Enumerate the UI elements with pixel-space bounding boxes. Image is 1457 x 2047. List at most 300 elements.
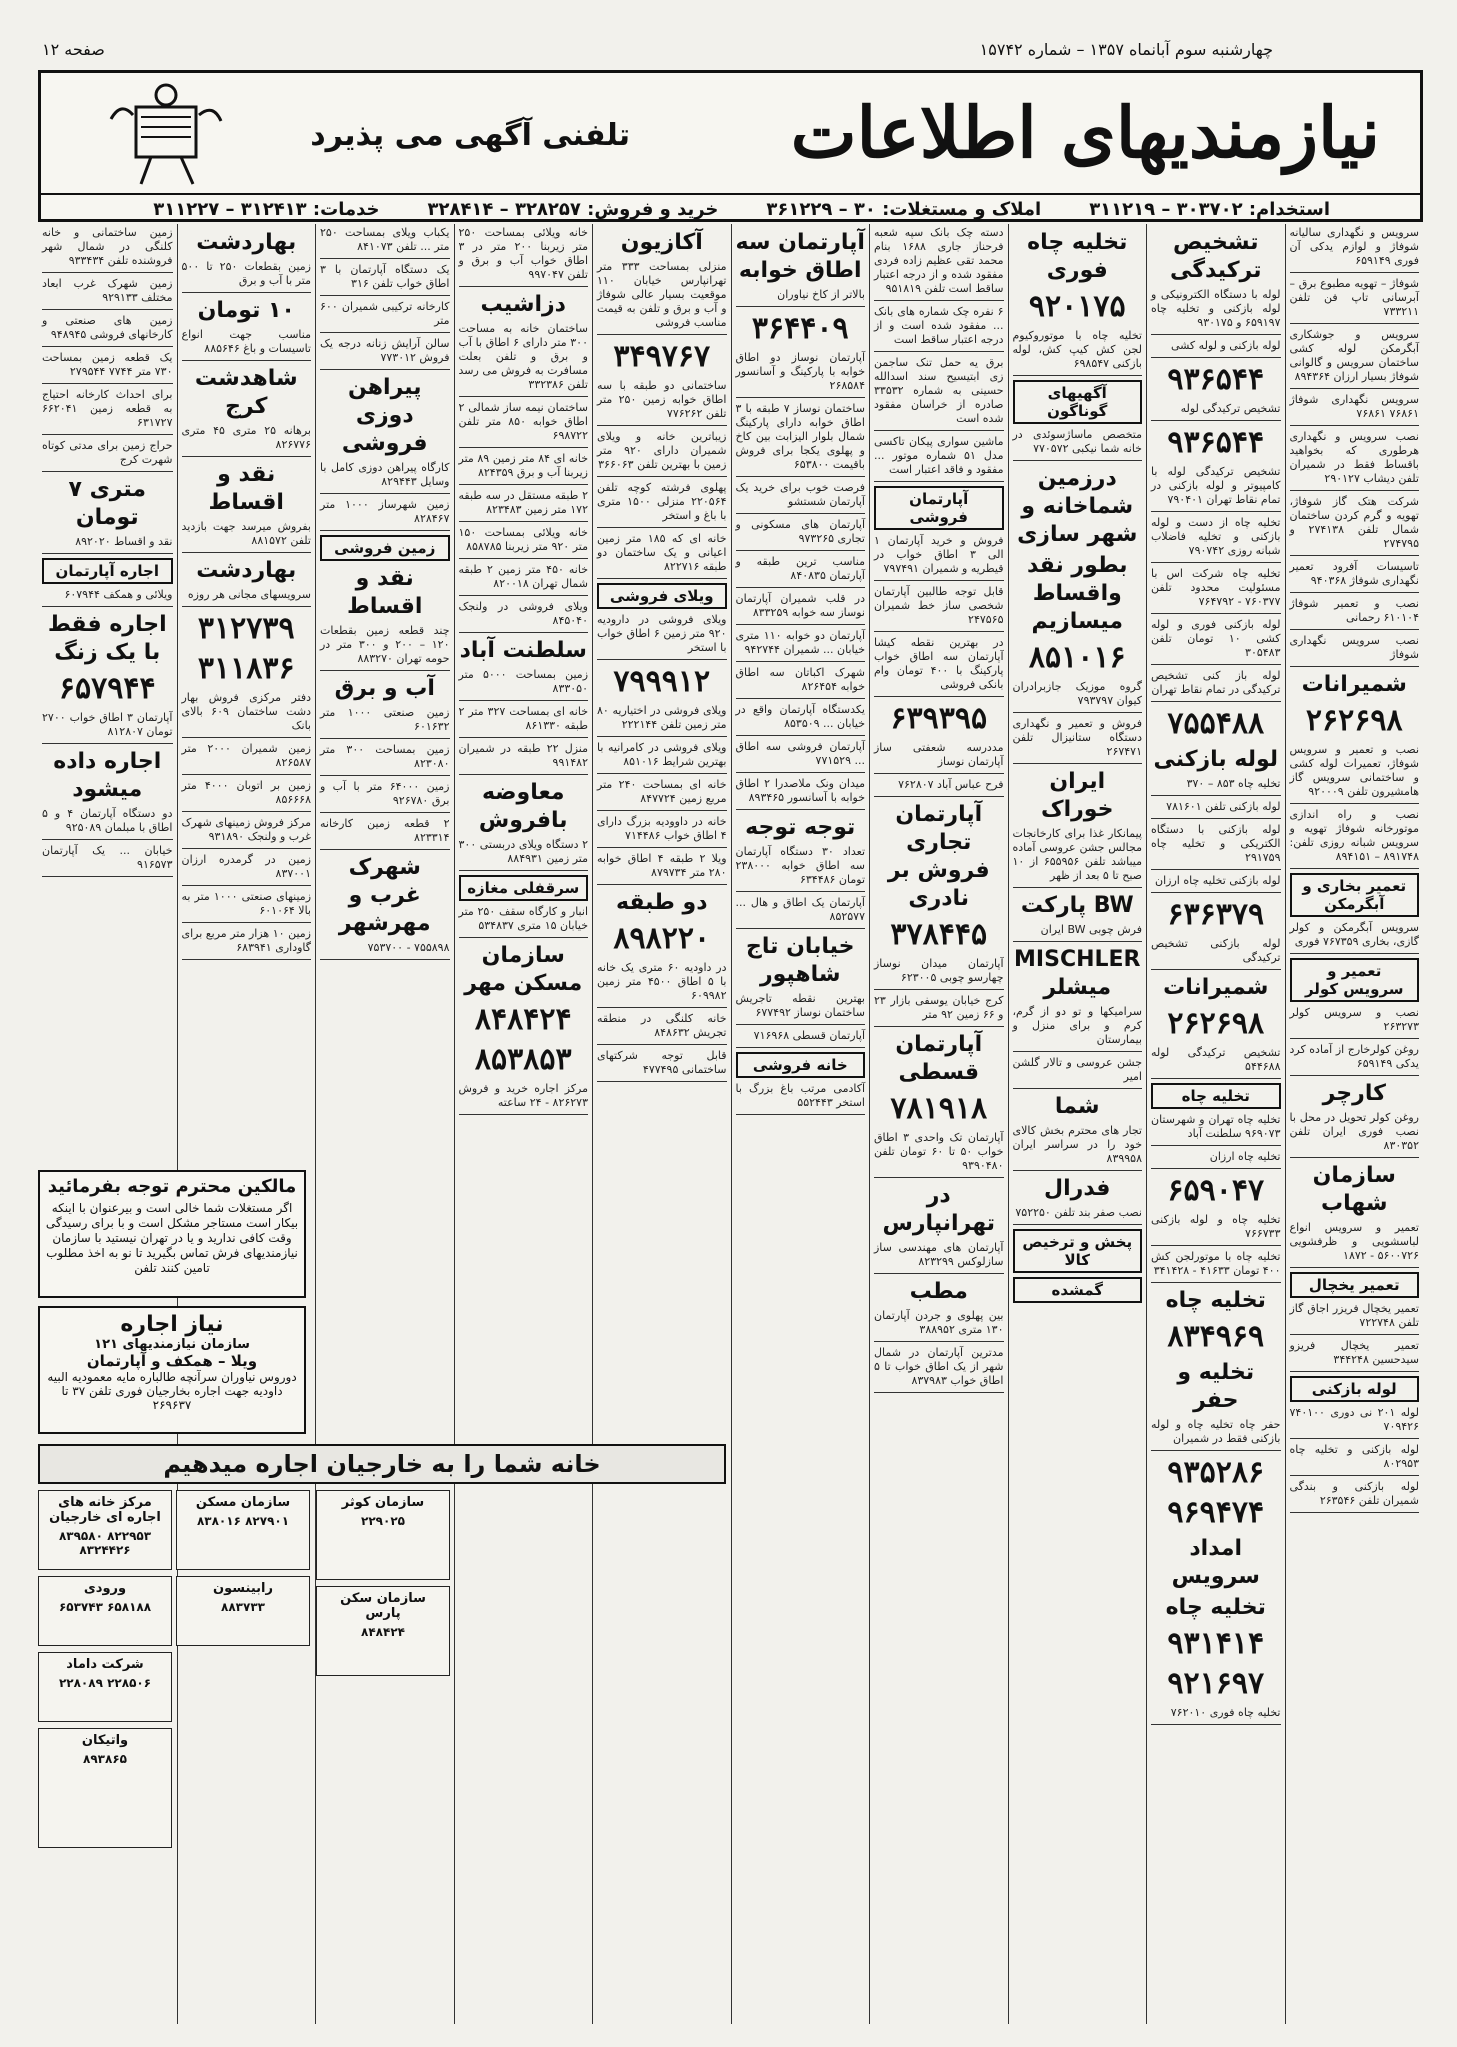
column-3 [1008, 224, 1147, 2024]
ad-big: ۲۶۲۶۹۸ [1167, 1006, 1265, 1041]
divider [1151, 664, 1281, 665]
ad-ad: تاسیسات آفرود تعمیر نگهداری شوفاژ ۹۴۰۳۶۸ [1289, 560, 1419, 587]
divider [1290, 803, 1420, 804]
ad-ad: ساختمانی دو طبقه با سه اطاق خوابه زمین ۲۵۰ متر تلفن ۷۷۶۲۶۲ [597, 379, 727, 420]
ad-head: بهاردشت [196, 558, 297, 583]
masthead-subtitle: تلفنی آگهی می پذیرد [310, 118, 630, 153]
telephone-reader-illustration-icon [101, 79, 231, 189]
ad-ad: خانه ای که ۱۸۵ متر زمین اعیانی و یک ساختمان دو طبقه ۸۲۲۷۱۶ [597, 532, 727, 573]
divider [1151, 701, 1281, 702]
divider [182, 292, 312, 293]
divider [1290, 555, 1420, 556]
ad-head: شمیرانات [1163, 975, 1269, 1000]
logo-ad [38, 1490, 172, 1570]
ad-ad: لوله بازکنی تخلیه چاه ارزان [1155, 874, 1281, 887]
ad-ad: یکدستگاه آپارتمان واقع در خیابان ... ۸۵۳۵۰۹ [735, 703, 865, 730]
ad-head: خیابان تاج شاهپور [746, 934, 855, 987]
ad-boxed: تعمیر یخچال [1290, 1272, 1420, 1298]
ad-ad: آپارتمان فروشی سه اطاق ... ۷۷۱۵۲۹ [735, 740, 865, 767]
divider [42, 272, 173, 273]
divider [1151, 1282, 1281, 1283]
ad-ad: تشخیص ترکیدگی لوله ۵۴۴۶۸۸ [1151, 1046, 1281, 1073]
divider [736, 587, 866, 588]
divider [736, 698, 866, 699]
divider [597, 1044, 727, 1045]
divider [182, 456, 312, 457]
ad-ad: دسته چک بانک سپه شعبه فرحناز جاری ۱۶۸۸ بنام محمد تقی عظیم زاده فردی مفقود شده و از درجه اعتبار ساقط است تلفن ۹۵۱۸۱۹ [874, 226, 1004, 295]
ad-head: تشخیص ترکیدگی [1170, 230, 1262, 283]
ad-ad: ویلا ۲ طبقه ۴ اطاق خوابه ۲۸۰ متر ۸۷۹۷۳۴ [597, 852, 727, 879]
ad-ad: زمین شهرساز ۱۰۰۰ متر ۸۲۸۴۶۷ [320, 498, 450, 525]
divider [597, 659, 727, 660]
column-2 [1146, 224, 1285, 2024]
classified-columns [38, 224, 1423, 2024]
divider [42, 309, 173, 310]
logo-ad [316, 1586, 450, 1676]
ad-head: درزمین شماخانه و شهر سازی [1017, 466, 1138, 547]
divider [459, 558, 589, 559]
divider [874, 1177, 1004, 1178]
ad-ad: ویلای فروشی در اختیاریه ۸۰ متر زمین تلفن ۲۲۲۱۴۴ [597, 704, 727, 731]
divider [459, 595, 589, 596]
divider [597, 425, 727, 426]
ad-ad: تعمیر یخچال فریزو سیدحسین ۳۴۴۲۴۸ [1289, 1339, 1419, 1366]
ad-ad: سرامیکها و تو دو از گرم، کرم و برای منزل و بیمارستان [1012, 1005, 1142, 1046]
ad-head: سازمان شهاب [1312, 1163, 1396, 1216]
divider [1013, 1051, 1143, 1052]
divider [1151, 562, 1281, 563]
ad-ad: ۲ طبقه مستقل در سه طبقه ۱۷۲ متر زمین ۸۲۳۴۸۳ [458, 489, 588, 516]
ad-ad: زیباترین خانه و ویلای شمیران دارای ۹۲۰ متر زمین با بهترین تلفن ۳۶۶۰۶۳ [597, 430, 727, 471]
ad-ad: تخلیه چاه و لوله بازکنی ۷۶۶۷۳۳ [1151, 1213, 1281, 1240]
ad-ad: شوفاژ – تهویه مطبوع برق – آبرسانی تاپ فن تلفن ۷۳۳۲۱۱ [1289, 277, 1419, 318]
divider [597, 1081, 727, 1082]
ad-ad: نصب سرویس نگهداری شوفاژ [1289, 634, 1419, 661]
rent-notice-line1: سازمان نیازمندیهای ۱۲۱ [94, 1337, 250, 1352]
divider [320, 849, 450, 850]
divider [1151, 1145, 1281, 1146]
ad-ad: لوله بازکنی و لوله کشی [1170, 339, 1281, 352]
ad-ad: خانه ای بمساحت ۲۴۰ متر مربع زمین ۸۴۷۷۲۴ [597, 778, 727, 805]
ad-head: نقد و اقساط [208, 462, 284, 515]
ad-big: ۶۵۹۰۴۷ [1167, 1173, 1265, 1208]
divider [597, 810, 727, 811]
ad-head: BW پارکت [1020, 893, 1134, 918]
ad-ad: آپارتمان های مهندسی ساز سازلوکس ۸۲۳۲۹۹ [874, 1241, 1004, 1268]
divider [736, 1114, 866, 1115]
divider [1290, 1334, 1420, 1335]
ad-ad: لوله ۲۰۱ نی دوری ۷۴۰۱۰۰ ۷۰۹۴۲۶ [1289, 1406, 1419, 1433]
date-line: چهارشنبه سوم آبانماه ۱۳۵۷ – شماره ۱۵۷۴۲ [979, 40, 1273, 59]
ad-ad: زمین ۶۴۰۰۰ متر با آب و برق ۹۲۶۷۸۰ [320, 780, 450, 807]
logo-ad-title: مرکز خانه های اجاره ای خارجیان [49, 1495, 161, 1525]
logo-ad [316, 1490, 450, 1580]
divider [1290, 1371, 1420, 1372]
ad-ad: زمین بر اتوبان ۴۰۰۰ متر ۸۵۶۶۶۸ [181, 779, 311, 806]
logo-ad [38, 1576, 172, 1646]
ad-ad: لوله با دستگاه الکترونیکی و لوله بازکنی و تخلیه چاه ۶۵۹۱۹۷ و ۹۳۰۱۷۵ [1151, 288, 1281, 329]
divider [182, 848, 312, 849]
ad-boxed: تعمیر و سرویس کولر [1290, 958, 1420, 1002]
ad-ad: برهانه ۲۵ متری ۴۵ متری ۸۲۶۷۷۶ [181, 424, 311, 451]
ad-ad: روغن کولرخارج از آماده کرد یدکی ۶۵۹۱۴۹ [1289, 1043, 1419, 1070]
ad-ad: میدان ونک ملاصدرا ۲ اطاق خوابه با آسانسور ۸۹۳۴۶۵ [735, 777, 865, 804]
ad-head: آپارتمان سه اطاق خوابه [735, 230, 865, 283]
divider [736, 1024, 866, 1025]
divider [874, 1273, 1004, 1274]
ad-ad: یک قطعه زمین بمساحت ۷۳۰ متر ۷۷۴۴ ۲۷۹۵۴۴ [42, 351, 173, 378]
ad-ad: زمین بمساحت ۵۰۰۰ متر ۸۳۳۰۵۰ [458, 668, 589, 695]
divider [1290, 490, 1420, 491]
divider [1290, 425, 1420, 426]
ad-ad: فرح عباس آباد ۷۶۲۸۰۷ [898, 778, 1004, 791]
ad-ad: لوله بازکنی و بندگی شمیران تلفن ۲۶۳۵۴۶ [1289, 1480, 1419, 1507]
ad-ad: خانه ای ۸۴ متر زمین ۸۹ متر زیربنا آب و برق ۸۲۴۳۵۹ [458, 452, 589, 479]
ad-ad: بالاتر از کاخ نیاوران [777, 288, 865, 301]
ad-ad: در داودیه ۶۰ متری یک خانه با ۵ اطاق ۴۵۰۰ متر زمین ۶۰۹۹۸۲ [597, 961, 727, 1002]
ad-ad: فروش و خرید آپارتمان ۱ الی ۳ اطاق خواب در قیطریه و شمیران ۷۹۷۴۹۱ [874, 534, 1004, 575]
ad-head: امداد سرویس [1171, 1536, 1260, 1589]
column-7 [454, 224, 593, 2024]
divider [320, 530, 450, 531]
divider [1013, 887, 1143, 888]
ad-boxed: تخلیه چاه [1151, 1083, 1281, 1109]
ad-ad: لوله بازکنی فوری و لوله کشی ۱۰ تومان تلفن ۳۰۵۴۸۳ [1151, 618, 1281, 659]
divider [320, 332, 450, 333]
divider [736, 1047, 866, 1048]
ad-ad: ویلائی و همکف ۶۰۷۹۴۴ [64, 588, 173, 601]
ad-head: بهاردشت [196, 230, 297, 255]
ad-head: آپارتمان قسطی [895, 1032, 983, 1085]
divider [1013, 941, 1143, 942]
divider [874, 481, 1004, 482]
ad-ad: دو دستگاه آپارتمان ۴ و ۵ اطاق با مبلمان ۹۲۵۰۸۹ [42, 807, 173, 834]
logo-ad-title: واتیکان [81, 1733, 129, 1748]
divider [1013, 375, 1143, 376]
ad-big: ۹۲۱۶۹۷ [1167, 1666, 1265, 1701]
logo-ad-phone: ۲۲۸۵۰۶ ۲۲۸۰۸۹ [58, 1676, 152, 1690]
logo-ad-phone: ۶۵۸۱۸۸ ۶۵۳۷۴۳ [58, 1600, 152, 1614]
divider [736, 306, 866, 307]
ad-ad: زمین بقطعات ۲۵۰ تا ۵۰۰ متر با آب و برق [181, 260, 311, 287]
divider [736, 809, 866, 810]
ad-big: ۳۱۱۸۳۶ [197, 651, 295, 686]
ad-ad: لوله بازکنی تشخیص ترکیدگی [1151, 937, 1281, 964]
ad-ad: تخلیه چاه از دست و لوله بازکنی و تخلیه فاضلاب شبانه روزی ۷۹۰۷۴۲ [1151, 516, 1281, 557]
ad-big: ۹۳۵۲۸۶ [1167, 1455, 1265, 1490]
ad-head: سلطنت آباد [459, 638, 587, 663]
divider [597, 884, 727, 885]
ad-head: لوله بازکنی [1153, 747, 1279, 772]
ad-head: آب و برق [334, 676, 435, 701]
ad-ad: ویلای فروشی در کامرانیه با بهترین شرایط ۸۵۱۰۱۶ [597, 741, 727, 768]
ad-boxed: زمین فروشی [320, 535, 450, 561]
ad-big: ۸۵۳۸۵۳ [474, 1042, 572, 1077]
divider [597, 847, 727, 848]
divider [459, 870, 589, 871]
divider [42, 743, 173, 744]
logo-ad-title: ورودی [83, 1581, 127, 1596]
ad-ad: آپارتمان نوساز دو اطاق خوابه با پارکینگ و آسانسور ۲۶۸۵۸۴ [735, 351, 865, 392]
ad-head: ۱۰ تومان [197, 298, 295, 323]
ad-ad: نصب و تعمیر شوفاژ ۶۱۰۱۰۴ رحمانی [1289, 597, 1419, 624]
column-4 [869, 224, 1008, 2024]
logo-ad-phone: ۸۲۷۹۰۱ ۸۳۸۰۱۶ [196, 1514, 290, 1528]
divider [1290, 323, 1420, 324]
divider [1013, 1088, 1143, 1089]
ad-ad: انبار و کارگاه سقف ۲۵۰ متر خیابان ۱۵ متری ۵۳۴۸۳۷ [458, 905, 588, 932]
ad-ad: زمین ۱۰ هزار متر مربع برای گاوداری ۶۸۳۹۴۱ [181, 927, 311, 954]
ad-ad: آپارتمان ۳ اطاق خواب ۲۷۰۰ تومان ۸۱۲۸۰۷ [42, 711, 173, 738]
ad-ad: برای احداث کارخانه احتیاج به قطعه زمین ۶۶۲۰۴۱ ۶۳۱۷۲۷ [42, 388, 173, 429]
divider [320, 258, 450, 259]
ad-ad: تخلیه چاه شرکت اس با مسئولیت محدود تلفن ۷۶۰۳۷۷ - ۷۶۴۷۹۲ [1151, 567, 1281, 608]
divider [874, 351, 1004, 352]
ad-head: فدرال [1044, 1176, 1111, 1201]
ad-head: آپارتمان تجاری فروش بر نادری [887, 802, 990, 911]
divider [1290, 629, 1420, 630]
ad-head: کارچر [1322, 1081, 1386, 1106]
divider [459, 484, 589, 485]
divider [459, 447, 589, 448]
ad-head: دزاشیب [480, 292, 566, 317]
divider [874, 631, 1004, 632]
top-line [38, 40, 1423, 64]
ad-ad: تخلیه چاه ارزان [1209, 1150, 1281, 1163]
ad-head: توجه توجه [745, 815, 856, 840]
ad-ad: آپارتمان یک اطاق و هال ... ۸۵۲۵۷۷ [735, 896, 865, 923]
ad-big: ۳۴۹۷۶۷ [613, 339, 711, 374]
divider [320, 775, 450, 776]
ad-ad: کارخانه ترکیبی شمیران ۶۰۰ متر [320, 300, 450, 327]
ad-ad: خانه در داوودیه بزرگ دارای ۴ اطاق خواب ۷۱۴۴۸۶ [597, 815, 727, 842]
divider [1290, 1512, 1420, 1513]
divider [1290, 388, 1420, 389]
divider [42, 876, 173, 877]
landlords-notice-body: اگر مستغلات شما خالی است و بیرعنوان با اینکه بیکار است مستاجر مشکل است و با برای رسیدگی وقت کافی ندارید و یا در تهران نیستید با سازمان نیازمندیهای فرش تماس بگیرید تا نو به اخذ مطلوب تامین کنند تلفن [45, 1201, 299, 1275]
divider [42, 434, 173, 435]
logo-ad [38, 1728, 172, 1848]
divider [182, 885, 312, 886]
ad-ad: ساختمان خانه به مساحت ۳۰۰ متر دارای ۶ اطاق با آب و برق و تلفن بعلت مسافرت به فروش می رسد تلفن ۳۳۲۳۸۶ [458, 322, 588, 391]
ad-head: تخلیه چاه [1165, 1595, 1266, 1620]
ad-ad: کارگاه پیراهن دوزی کامل با وسایل ۸۲۹۴۴۳ [320, 461, 450, 488]
divider [1290, 1075, 1420, 1076]
divider [459, 1114, 589, 1115]
ad-ad: مدترین آپارتمان در شمال شهر از یک اطاق خواب تا ۵ اطاق خواب ۸۳۷۹۸۳ [874, 1346, 1004, 1387]
divider [1290, 953, 1420, 954]
ad-boxed: آگهیهای گوناگون [1013, 380, 1143, 424]
ad-big: ۹۳۱۴۱۴ [1167, 1626, 1265, 1661]
divider [459, 396, 589, 397]
ad-ad: نصب و تعمیر و سرویس شوفاژ، تعمیرات لوله کشی و ساختمانی سرویس گاز هامشیرون تلفن ۹۲۰۰۰۹ [1289, 743, 1419, 798]
ad-head: سازمان مسکن مهر [464, 943, 583, 996]
divider [1290, 666, 1420, 667]
ad-ad: آپارتمان تک واحدی ۳ اطاق خواب ۵۰ تا ۶۰ تومان تلفن ۹۳۹۰۴۸۰ [874, 1131, 1004, 1172]
ad-big: ۸۴۸۴۲۴ [474, 1002, 572, 1037]
ad-ad: ۲ قطعه زمین کارخانه ۸۲۳۳۱۴ [320, 817, 450, 844]
ad-ad: ۲ دستگاه ویلای دربستی ۳۰۰ متر زمین ۸۸۴۹۳۱ [458, 838, 588, 865]
divider [874, 580, 1004, 581]
ad-ad: سرویس آبگرمکن و کولر گازی، بخاری ۷۶۷۳۵۹ فوری [1289, 921, 1419, 948]
ad-ad: خیابان ... یک آپارتمان ۹۱۶۵۷۳ [42, 844, 173, 871]
ad-big: ۲۶۲۶۹۸ [1305, 703, 1403, 738]
ad-big: ۶۳۶۳۷۹ [1167, 897, 1265, 932]
ad-boxed: آپارتمان فروشی [874, 486, 1004, 530]
ad-ad: خانه کلنگی در منطقه تجریش ۸۴۸۶۳۲ [597, 1012, 727, 1039]
ad-ad: نصب و سرویس کولر ۲۶۳۲۷۳ [1289, 1006, 1419, 1033]
ad-ad: مناسب جهت انواع تاسیسات و باغ ۸۸۵۶۴۶ [181, 328, 311, 355]
ad-ad: ۷۵۵۸۹۸ - ۷۵۳۷۰۰ [367, 941, 450, 954]
ad-head: اجاره فقط با یک زنگ [47, 612, 167, 665]
divider [182, 959, 312, 960]
ad-boxed: پخش و ترخیص کالا [1013, 1229, 1143, 1273]
ad-ad: ساختمان نیمه ساز شمالی ۲ اطاق خوابه ۸۵۰ متر تلفن ۶۹۸۷۲۲ [458, 401, 588, 442]
divider [182, 774, 312, 775]
divider [597, 1007, 727, 1008]
ad-big: ۹۶۹۴۷۴ [1167, 1495, 1265, 1530]
ad-ad: یکباب ویلای بمساحت ۲۵۰ متر ... تلفن ۸۴۱۰۷۳ [320, 226, 450, 253]
ad-ad: جشن عروسی و تالار گلشن امیر [1012, 1056, 1142, 1083]
logo-ad-phone: ۲۲۹۰۲۵ [361, 1514, 405, 1528]
divider [1151, 613, 1281, 614]
ad-ad: پیمانکار غذا برای کارخانجات مجالس جشن عروسی آماده میباشد تلفن ۶۵۵۹۵۶ از ۱۰ صبح تا ۵ بعد از ظهر [1012, 827, 1142, 882]
newspaper-page [38, 40, 1423, 2030]
ad-big: ۸۳۴۹۶۹ [1167, 1319, 1265, 1354]
divider [597, 773, 727, 774]
ad-ad: قابل توجه شرکتهای ساختمانی ۴۷۷۴۹۵ [597, 1049, 727, 1076]
ad-head: دو طبقه [615, 890, 708, 915]
ad-head: پیراهن دوزی فروشی [341, 375, 428, 456]
divider [736, 476, 866, 477]
logo-ad-phone: ۸۴۸۴۲۴ [361, 1625, 405, 1639]
ad-ad: خانه ویلائی بمساحت ۱۵۰ متر ۹۲۰ متر زیربنا ۸۵۸۷۸۵ [458, 526, 588, 553]
ad-ad: تعداد ۳۰ دستگاه آپارتمان سه اطاق خوابه ۲۳۸۰۰۰ تومان ۶۳۴۴۸۶ [735, 845, 865, 886]
ad-ad: نقد و اقساط ۸۹۲۰۲۰ [75, 535, 173, 548]
ad-big: ۷۸۱۹۱۸ [890, 1091, 988, 1126]
divider [459, 937, 589, 938]
divider [597, 578, 727, 579]
divider [597, 334, 727, 335]
column-6 [592, 224, 731, 2024]
divider [736, 735, 866, 736]
divider [42, 471, 173, 472]
ad-head: MISCHLER میشلر [1014, 947, 1141, 1000]
ad-ad: تشخیص ترکیدگی لوله [1180, 402, 1281, 415]
ad-ad: در بهترین نقطه کیشا آپارتمان سه اطاق خواب پارکینگ با ۴۰۰ تومان وام بانکی فروشی [874, 636, 1004, 691]
divider [874, 1341, 1004, 1342]
phone-employment: استخدام: ۳۰۳۷۰۲ – ۳۱۱۲۱۹ [1089, 198, 1330, 220]
ad-big: ۷۹۹۹۱۲ [613, 664, 711, 699]
logo-ad-title: شرکت داماد [66, 1657, 144, 1672]
ad-ad: کرج خیابان یوسفی بازار ۲۳ و ۶۶ زمین ۹۲ متر [874, 994, 1004, 1021]
page-label: صفحه ۱۲ [42, 40, 105, 59]
divider [1013, 460, 1143, 461]
divider [320, 670, 450, 671]
divider [1290, 1438, 1420, 1439]
ad-ad: لوله بازکنی تلفن ۷۸۱۶۰۱ [1166, 800, 1281, 813]
ad-ad: متخصص ماساژسوئدی در خانه شما نیکبی ۷۷۰۵۷۲ [1012, 428, 1142, 455]
ad-big: ۹۳۶۵۴۴ [1167, 362, 1265, 397]
ad-head: مطب [909, 1279, 968, 1304]
ad-head: در تهرانپارس [882, 1183, 996, 1236]
divider [1151, 1724, 1281, 1725]
ad-ad: زمین شمیران ۲۰۰۰ متر ۸۲۶۵۸۷ [181, 742, 311, 769]
ad-ad: تجار های محترم بخش کالای خود را در سراسر ایران ۸۳۹۹۵۸ [1012, 1124, 1142, 1165]
logo-ad-phone: ۸۹۳۸۶۵ [83, 1752, 127, 1766]
divider [1290, 1475, 1420, 1476]
logo-ad [176, 1490, 310, 1570]
divider [1151, 1245, 1281, 1246]
ad-head: معاوضه بافروش [478, 780, 568, 833]
ad-ad: آپارتمان میدان نوساز چهارسو چوبی ۶۲۳۰۰۵ [874, 957, 1004, 984]
logo-ad [176, 1576, 310, 1646]
divider [874, 1392, 1004, 1393]
divider [182, 922, 312, 923]
ad-ad: سرویس نگهداری شوفاژ ۷۶۸۶۱ ۷۶۸۶۱ [1289, 393, 1419, 420]
divider [1013, 712, 1143, 713]
ad-ad: برق یه حمل تنک ساجمن زی ابتیسیح سند اسدالله حسینی به شماره ۳۳۵۳۲ صادره از خراسان مفقود شده است [874, 356, 1004, 425]
ad-ad: منزلی بمساحت ۳۳۳ متر تهرانپارس خیابان ۱۱۰ موقعیت بسیار عالی شوفاژ و آب و برق و تلفن به قیمت مناسب فروشی [597, 260, 727, 329]
ad-ad: خانه ویلائی بمساحت ۲۵۰ متر زیربنا ۲۰۰ متر در ۳ اطاق خواب آب و برق و تلفن ۹۹۷۰۴۷ [458, 226, 588, 281]
ad-ad: زمین بمساحت ۳۰۰ متر ۸۲۳۰۸۰ [320, 743, 450, 770]
ad-ad: لوله باز کنی تشخیص ترکیدگی در تمام نقاط تهران [1151, 669, 1281, 696]
ad-ad: آکادمی مرتب باغ بزرگ با استخر ۵۵۲۴۴۳ [735, 1082, 865, 1109]
ad-boxed: لوله بازکنی [1290, 1376, 1420, 1402]
logo-ad-title: سازمان سکن پارس [340, 1591, 426, 1621]
ad-ad: مرکز فروش زمینهای شهرک غرب و ولنجک ۹۳۱۸۹۰ [181, 816, 311, 843]
divider [874, 989, 1004, 990]
ad-ad: ۶ نفره چک شماره های بانک ... مفقود شده است و از درجه اعتبار ساقط است [874, 305, 1004, 346]
divider [320, 369, 450, 370]
divider [1151, 511, 1281, 512]
ad-head: تخلیه چاه فوری [1027, 230, 1128, 283]
ad-ad: زمین صنعتی ۱۰۰۰ متر ۶۰۱۶۳۲ [320, 706, 450, 733]
ad-head: شما [1054, 1094, 1100, 1119]
ad-ad: قابل توجه طالبین آپارتمان شخصی ساز خط شمیران ۲۴۷۵۶۵ [874, 585, 1004, 626]
divider [736, 772, 866, 773]
divider [42, 839, 173, 840]
ad-ad: مددرسه شعفتی ساز آپارتمان نوساز [874, 741, 1004, 768]
phone-real-estate: املاک و مستغلات: ۳۰ – ۳۶۱۲۲۹ [766, 198, 1042, 220]
divider [1151, 334, 1281, 335]
column-1 [1285, 224, 1424, 2024]
ad-big: ۷۵۵۴۸۸ [1167, 706, 1265, 741]
divider [736, 513, 866, 514]
ad-head: ایران خوراک [1041, 769, 1114, 822]
divider [1151, 1078, 1281, 1079]
ad-ad: در قلب شمیران آپارتمان نوساز سه خوابه ۸۳۳۲۵۹ [735, 592, 865, 619]
ad-ad: بفروش میرسد جهت بازدید تلفن ۸۸۱۵۷۲ [181, 520, 311, 547]
divider [1290, 868, 1420, 869]
column-9 [177, 224, 316, 2024]
ad-head: شمیرانات [1301, 672, 1407, 697]
ad-head: بطور نقد واقساط میسازیم [1026, 553, 1128, 634]
ad-boxed: اجاره آپارتمان [42, 558, 173, 584]
ad-ad: ساختمان نوساز ۷ طبقه با ۳ اطاق خوابه دارای پارکینگ شمال بلوار الیزابت بین کاخ و پهلوی یکجا برای فروش باقیمت ۶۵۳۸۰۰ [735, 402, 865, 471]
ad-boxed: سرقفلی مغازه [459, 875, 589, 901]
divider [459, 286, 589, 287]
logo-ad-title: سازمان کوثر [341, 1495, 425, 1510]
landlords-notice-title: مالکین محترم توجه بفرمائید [47, 1176, 297, 1197]
ad-big: ۸۵۱۰۱۶ [1028, 640, 1126, 675]
divider [42, 553, 173, 554]
rent-notice-title: نیاز اجاره [120, 1312, 224, 1337]
divider [320, 738, 450, 739]
divider [874, 300, 1004, 301]
divider [597, 736, 727, 737]
divider [182, 606, 312, 607]
